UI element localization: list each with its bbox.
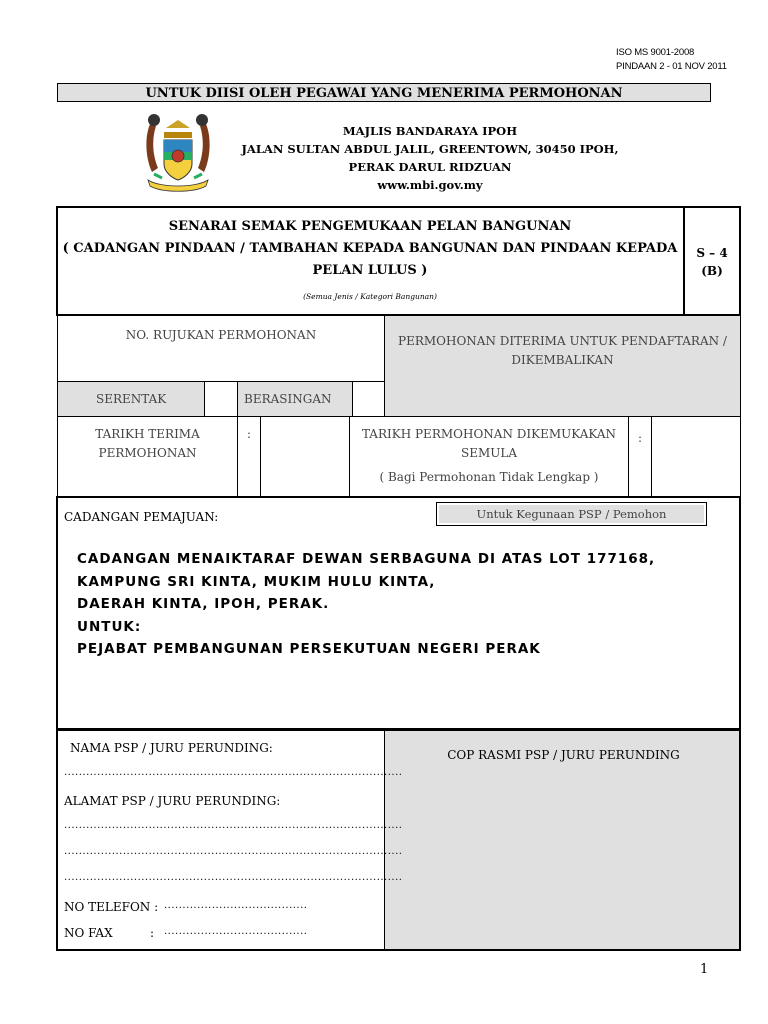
consultant-name-field[interactable]: ............................................................................................ — [64, 767, 403, 778]
fax-colon: : — [150, 926, 155, 940]
consultant-address-field-3[interactable]: ............................................................................................ — [64, 872, 403, 883]
form-code-1: S – 4 — [696, 246, 728, 260]
berasingan-label: BERASINGAN — [244, 392, 332, 406]
title-line-3: PELAN LULUS ) — [312, 263, 428, 278]
resubmit-date-colon: : — [637, 431, 643, 445]
serentak-label: SERENTAK — [96, 392, 167, 406]
received-date-label-1: TARIKH TERIMA — [95, 427, 200, 441]
org-address-2: PERAK DARUL RIDZUAN — [348, 160, 512, 174]
berasingan-checkbox[interactable] — [352, 381, 385, 417]
received-date-colon-cell — [237, 416, 261, 497]
org-address-1: JALAN SULTAN ABDUL JALIL, GREENTOWN, 30450 IPOH, — [241, 142, 619, 156]
stamp-label: COP RASMI PSP / JURU PERUNDING — [447, 748, 680, 762]
resubmit-date-note: ( Bagi Permohonan Tidak Lengkap ) — [379, 470, 599, 484]
proposal-line: UNTUK: — [77, 618, 142, 635]
received-date-label-cell — [57, 416, 238, 497]
resubmit-date-colon-cell — [628, 416, 652, 497]
consultant-name-label: NAMA PSP / JURU PERUNDING: — [70, 741, 273, 755]
consultant-address-field-1[interactable]: ............................................................................................ — [64, 820, 403, 831]
proposal-line: PEJABAT PEMBANGUNAN PERSEKUTUAN NEGERI PERAK — [77, 641, 541, 657]
resubmit-date-label-1: TARIKH PERMOHONAN DIKEMUKAKAN — [361, 427, 617, 441]
proposal-text[interactable] — [77, 548, 655, 661]
consultant-address-field-2[interactable]: ............................................................................................ — [64, 846, 403, 857]
resubmit-date-input[interactable] — [651, 416, 741, 497]
usage-box — [436, 502, 707, 526]
phone-field[interactable]: ....................................... — [164, 900, 308, 911]
fax-label: NO FAX — [64, 926, 113, 940]
ref-number-cell[interactable] — [57, 315, 385, 382]
proposal-line: KAMPUNG SRI KINTA, MUKIM HULU KINTA, — [77, 573, 436, 590]
org-website: www.mbi.gov.my — [377, 178, 483, 192]
consultant-details-box — [56, 729, 386, 951]
phone-label: NO TELEFON : — [64, 900, 159, 914]
iso-reference — [616, 46, 727, 74]
serentak-cell — [57, 381, 205, 417]
received-line-2: DIKEMBALIKAN — [511, 353, 614, 367]
proposal-line: DAERAH KINTA, IPOH, PERAK. — [77, 596, 330, 612]
received-date-input[interactable] — [260, 416, 350, 497]
ref-number-label: NO. RUJUKAN PERMOHONAN — [125, 328, 317, 342]
consultant-address-label: ALAMAT PSP / JURU PERUNDING: — [64, 794, 281, 808]
fax-field[interactable]: ....................................... — [164, 926, 308, 937]
resubmit-date-label-cell — [349, 416, 629, 497]
org-name: MAJLIS BANDARAYA IPOH — [342, 124, 518, 138]
title-line-1: SENARAI SEMAK PENGEMUKAAN PELAN BANGUNAN — [168, 219, 572, 234]
received-date-label-2: PERMOHONAN — [98, 446, 197, 460]
organization-address — [240, 122, 620, 194]
serentak-checkbox[interactable] — [204, 381, 238, 417]
form-code — [685, 244, 739, 280]
page-number: 1 — [700, 962, 709, 977]
form-code-2: (B) — [701, 264, 723, 278]
form-title — [58, 216, 682, 282]
title-line-2: ( CADANGAN PINDAAN / TAMBAHAN KEPADA BANGUNAN DAN PINDAAN KEPADA — [62, 241, 678, 256]
received-line-1: PERMOHONAN DITERIMA UNTUK PENDAFTARAN / — [398, 334, 727, 348]
iso-line-2: PINDAAN 2 - 01 NOV 2011 — [616, 61, 727, 72]
berasingan-cell — [237, 381, 353, 417]
mbi-crest-icon — [140, 108, 216, 194]
iso-line-1: ISO MS 9001-2008 — [616, 47, 695, 58]
officer-header-bar: UNTUK DIISI OLEH PEGAWAI YANG MENERIMA PERMOHONAN — [57, 83, 711, 102]
title-subtitle: (Semua Jenis / Kategori Bangunan) — [303, 292, 437, 301]
resubmit-date-label-2: SEMULA — [460, 446, 517, 460]
proposal-line: CADANGAN MENAIKTARAF DEWAN SERBAGUNA DI ATAS LOT 177168, — [77, 551, 656, 567]
usage-box-label: Untuk Kegunaan PSP / Pemohon — [439, 505, 704, 523]
received-date-colon: : — [246, 427, 252, 441]
proposal-label: CADANGAN PEMAJUAN: — [64, 510, 219, 524]
received-status-cell[interactable] — [384, 315, 741, 417]
